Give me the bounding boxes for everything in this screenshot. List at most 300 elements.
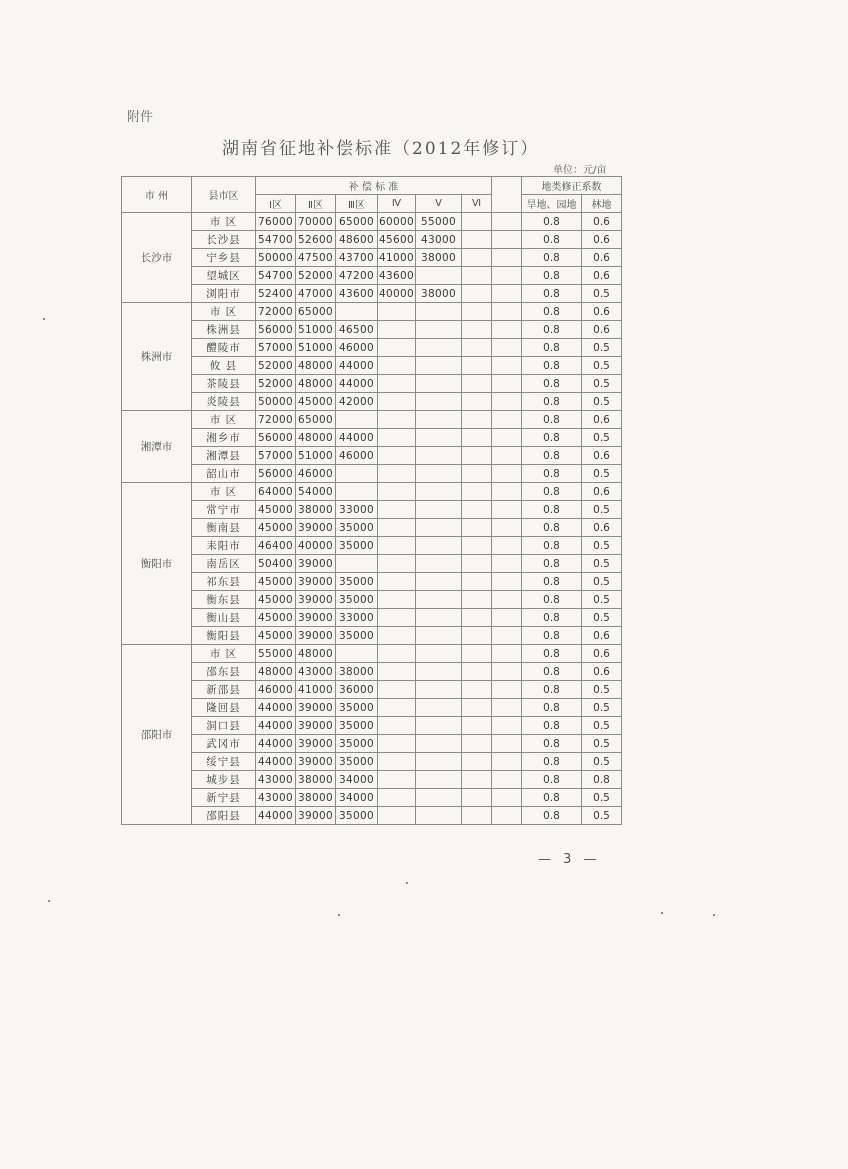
zone-5-value — [416, 303, 462, 321]
coef-forest-value: 0.5 — [582, 789, 622, 807]
zone-4-value — [378, 663, 416, 681]
zone-2-value: 39000 — [296, 573, 336, 591]
zone-3-value: 35000 — [336, 591, 378, 609]
city-name: 湘潭市 — [122, 411, 192, 483]
zone-6-value — [462, 267, 492, 285]
header-zone-1: Ⅰ区 — [256, 195, 296, 213]
zone-2-value: 51000 — [296, 339, 336, 357]
spacer-cell — [492, 609, 522, 627]
zone-2-value: 48000 — [296, 357, 336, 375]
coef-forest-value: 0.6 — [582, 267, 622, 285]
header-zone-3: Ⅲ区 — [336, 195, 378, 213]
zone-3-value: 44000 — [336, 375, 378, 393]
spacer-cell — [492, 771, 522, 789]
zone-1-value: 46000 — [256, 681, 296, 699]
table-row — [122, 789, 622, 807]
zone-2-value: 52000 — [296, 267, 336, 285]
spacer-cell — [492, 465, 522, 483]
county-name: 市 区 — [192, 483, 256, 501]
zone-5-value — [416, 357, 462, 375]
spacer-cell — [492, 447, 522, 465]
coef-dry-garden-value: 0.8 — [522, 267, 582, 285]
zone-4-value — [378, 519, 416, 537]
zone-6-value — [462, 645, 492, 663]
city-name: 衡阳市 — [122, 483, 192, 645]
zone-6-value — [462, 789, 492, 807]
zone-4-value — [378, 591, 416, 609]
zone-3-value: 34000 — [336, 789, 378, 807]
coef-forest-value: 0.8 — [582, 771, 622, 789]
zone-6-value — [462, 555, 492, 573]
zone-6-value — [462, 375, 492, 393]
zone-3-value: 43700 — [336, 249, 378, 267]
zone-6-value — [462, 285, 492, 303]
spacer-cell — [492, 807, 522, 825]
zone-4-value: 45600 — [378, 231, 416, 249]
zone-3-value: 34000 — [336, 771, 378, 789]
table-row — [122, 591, 622, 609]
header-zone-4: Ⅳ — [378, 195, 416, 213]
zone-3-value: 46500 — [336, 321, 378, 339]
zone-4-value — [378, 771, 416, 789]
coef-forest-value: 0.5 — [582, 285, 622, 303]
spacer-cell — [492, 249, 522, 267]
header-coefficient: 地类修正系数 — [522, 177, 622, 195]
spacer-cell — [492, 231, 522, 249]
header-coef-dry-garden: 旱地、园地 — [522, 195, 582, 213]
zone-2-value: 39000 — [296, 807, 336, 825]
scan-speck — [338, 914, 340, 916]
header-coef-forest: 林地 — [582, 195, 622, 213]
zone-2-value: 47500 — [296, 249, 336, 267]
coef-forest-value: 0.5 — [582, 537, 622, 555]
zone-3-value: 47200 — [336, 267, 378, 285]
zone-5-value — [416, 771, 462, 789]
zone-4-value: 40000 — [378, 285, 416, 303]
zone-6-value — [462, 447, 492, 465]
zone-6-value — [462, 609, 492, 627]
zone-5-value — [416, 555, 462, 573]
coef-dry-garden-value: 0.8 — [522, 537, 582, 555]
zone-3-value: 65000 — [336, 213, 378, 231]
table-body — [122, 213, 622, 825]
zone-3-value — [336, 303, 378, 321]
zone-4-value — [378, 483, 416, 501]
zone-3-value: 35000 — [336, 537, 378, 555]
county-name: 衡阳县 — [192, 627, 256, 645]
coef-forest-value: 0.5 — [582, 375, 622, 393]
coef-dry-garden-value: 0.8 — [522, 465, 582, 483]
spacer-cell — [492, 789, 522, 807]
spacer-cell — [492, 735, 522, 753]
zone-5-value — [416, 573, 462, 591]
zone-4-value — [378, 699, 416, 717]
zone-5-value — [416, 429, 462, 447]
zone-6-value — [462, 429, 492, 447]
coef-dry-garden-value: 0.8 — [522, 411, 582, 429]
county-name: 浏阳市 — [192, 285, 256, 303]
zone-6-value — [462, 717, 492, 735]
coef-forest-value: 0.5 — [582, 681, 622, 699]
spacer-cell — [492, 717, 522, 735]
zone-6-value — [462, 627, 492, 645]
zone-6-value — [462, 321, 492, 339]
zone-1-value: 45000 — [256, 609, 296, 627]
zone-1-value: 76000 — [256, 213, 296, 231]
table-row — [122, 681, 622, 699]
coef-dry-garden-value: 0.8 — [522, 447, 582, 465]
zone-2-value: 38000 — [296, 789, 336, 807]
zone-1-value: 45000 — [256, 519, 296, 537]
zone-4-value — [378, 375, 416, 393]
coef-dry-garden-value: 0.8 — [522, 231, 582, 249]
zone-5-value: 38000 — [416, 285, 462, 303]
zone-4-value — [378, 447, 416, 465]
zone-3-value: 46000 — [336, 447, 378, 465]
city-name: 邵阳市 — [122, 645, 192, 825]
zone-5-value — [416, 627, 462, 645]
table-row — [122, 213, 622, 231]
coef-forest-value: 0.6 — [582, 321, 622, 339]
table-row — [122, 231, 622, 249]
zone-1-value: 50400 — [256, 555, 296, 573]
coef-dry-garden-value: 0.8 — [522, 321, 582, 339]
zone-1-value: 56000 — [256, 429, 296, 447]
zone-1-value: 44000 — [256, 735, 296, 753]
spacer-cell — [492, 681, 522, 699]
table-row — [122, 249, 622, 267]
spacer-cell — [492, 537, 522, 555]
zone-4-value: 41000 — [378, 249, 416, 267]
zone-4-value — [378, 645, 416, 663]
zone-4-value — [378, 411, 416, 429]
spacer-cell — [492, 753, 522, 771]
coef-dry-garden-value: 0.8 — [522, 339, 582, 357]
table-row — [122, 501, 622, 519]
spacer-cell — [492, 501, 522, 519]
zone-5-value: 38000 — [416, 249, 462, 267]
coef-forest-value: 0.5 — [582, 609, 622, 627]
coef-dry-garden-value: 0.8 — [522, 249, 582, 267]
compensation-table — [121, 176, 622, 825]
zone-3-value: 35000 — [336, 735, 378, 753]
coef-dry-garden-value: 0.8 — [522, 285, 582, 303]
county-name: 城步县 — [192, 771, 256, 789]
county-name: 衡山县 — [192, 609, 256, 627]
zone-1-value: 50000 — [256, 393, 296, 411]
zone-5-value — [416, 267, 462, 285]
zone-3-value: 48600 — [336, 231, 378, 249]
zone-1-value: 72000 — [256, 303, 296, 321]
zone-6-value — [462, 393, 492, 411]
zone-2-value: 51000 — [296, 447, 336, 465]
zone-2-value: 39000 — [296, 609, 336, 627]
table-row — [122, 753, 622, 771]
zone-2-value: 54000 — [296, 483, 336, 501]
coef-forest-value: 0.5 — [582, 573, 622, 591]
header-row-1 — [122, 177, 622, 195]
coef-forest-value: 0.5 — [582, 429, 622, 447]
table-row — [122, 717, 622, 735]
coef-forest-value: 0.6 — [582, 627, 622, 645]
zone-1-value: 44000 — [256, 717, 296, 735]
zone-3-value: 35000 — [336, 519, 378, 537]
county-name: 韶山市 — [192, 465, 256, 483]
zone-1-value: 72000 — [256, 411, 296, 429]
table-row — [122, 429, 622, 447]
zone-3-value: 42000 — [336, 393, 378, 411]
table-row — [122, 663, 622, 681]
county-name: 醴陵市 — [192, 339, 256, 357]
zone-4-value — [378, 357, 416, 375]
county-name: 攸 县 — [192, 357, 256, 375]
table-row — [122, 627, 622, 645]
county-name: 市 区 — [192, 213, 256, 231]
county-name: 炎陵县 — [192, 393, 256, 411]
zone-4-value — [378, 429, 416, 447]
zone-1-value: 45000 — [256, 573, 296, 591]
coef-dry-garden-value: 0.8 — [522, 573, 582, 591]
zone-1-value: 52000 — [256, 357, 296, 375]
zone-5-value — [416, 753, 462, 771]
zone-4-value — [378, 321, 416, 339]
zone-2-value: 52600 — [296, 231, 336, 249]
county-name: 市 区 — [192, 411, 256, 429]
zone-2-value: 65000 — [296, 411, 336, 429]
zone-2-value: 47000 — [296, 285, 336, 303]
spacer-cell — [492, 663, 522, 681]
zone-2-value: 38000 — [296, 771, 336, 789]
county-name: 武冈市 — [192, 735, 256, 753]
zone-5-value — [416, 339, 462, 357]
zone-4-value — [378, 807, 416, 825]
coef-dry-garden-value: 0.8 — [522, 375, 582, 393]
county-name: 隆回县 — [192, 699, 256, 717]
zone-6-value — [462, 483, 492, 501]
zone-3-value — [336, 645, 378, 663]
scan-speck — [661, 912, 663, 914]
zone-2-value: 48000 — [296, 429, 336, 447]
county-name: 新宁县 — [192, 789, 256, 807]
table-row — [122, 645, 622, 663]
coef-dry-garden-value: 0.8 — [522, 735, 582, 753]
zone-4-value — [378, 573, 416, 591]
zone-5-value — [416, 393, 462, 411]
zone-5-value — [416, 609, 462, 627]
zone-1-value: 50000 — [256, 249, 296, 267]
header-zone-2: Ⅱ区 — [296, 195, 336, 213]
zone-2-value: 39000 — [296, 753, 336, 771]
table-row — [122, 699, 622, 717]
coef-dry-garden-value: 0.8 — [522, 699, 582, 717]
zone-1-value: 56000 — [256, 321, 296, 339]
zone-2-value: 43000 — [296, 663, 336, 681]
coef-dry-garden-value: 0.8 — [522, 681, 582, 699]
zone-5-value — [416, 681, 462, 699]
zone-3-value — [336, 483, 378, 501]
zone-6-value — [462, 411, 492, 429]
coef-forest-value: 0.5 — [582, 717, 622, 735]
coef-dry-garden-value: 0.8 — [522, 393, 582, 411]
coef-dry-garden-value: 0.8 — [522, 555, 582, 573]
zone-6-value — [462, 771, 492, 789]
spacer-cell — [492, 555, 522, 573]
table-row — [122, 285, 622, 303]
zone-2-value: 39000 — [296, 627, 336, 645]
zone-1-value: 45000 — [256, 627, 296, 645]
scan-speck — [713, 914, 715, 916]
spacer-cell — [492, 483, 522, 501]
zone-6-value — [462, 249, 492, 267]
table-row — [122, 537, 622, 555]
zone-3-value: 33000 — [336, 609, 378, 627]
zone-3-value — [336, 465, 378, 483]
spacer-cell — [492, 411, 522, 429]
zone-6-value — [462, 735, 492, 753]
coef-forest-value: 0.5 — [582, 357, 622, 375]
coef-forest-value: 0.6 — [582, 231, 622, 249]
coef-forest-value: 0.5 — [582, 807, 622, 825]
spacer-cell — [492, 303, 522, 321]
table-row — [122, 447, 622, 465]
table-row — [122, 555, 622, 573]
spacer-cell — [492, 393, 522, 411]
coef-dry-garden-value: 0.8 — [522, 303, 582, 321]
zone-4-value — [378, 393, 416, 411]
spacer-cell — [492, 285, 522, 303]
county-name: 绥宁县 — [192, 753, 256, 771]
zone-2-value: 70000 — [296, 213, 336, 231]
zone-5-value — [416, 807, 462, 825]
zone-4-value — [378, 627, 416, 645]
spacer-cell — [492, 627, 522, 645]
zone-1-value: 57000 — [256, 447, 296, 465]
coef-forest-value: 0.5 — [582, 501, 622, 519]
county-name: 新邵县 — [192, 681, 256, 699]
zone-6-value — [462, 303, 492, 321]
zone-2-value: 40000 — [296, 537, 336, 555]
spacer-cell — [492, 267, 522, 285]
table-row — [122, 357, 622, 375]
coef-dry-garden-value: 0.8 — [522, 483, 582, 501]
zone-2-value: 41000 — [296, 681, 336, 699]
county-name: 洞口县 — [192, 717, 256, 735]
zone-2-value: 39000 — [296, 735, 336, 753]
coef-dry-garden-value: 0.8 — [522, 519, 582, 537]
zone-5-value — [416, 465, 462, 483]
zone-2-value: 48000 — [296, 645, 336, 663]
county-name: 邵东县 — [192, 663, 256, 681]
table-row — [122, 735, 622, 753]
zone-6-value — [462, 591, 492, 609]
zone-5-value — [416, 663, 462, 681]
zone-4-value: 43600 — [378, 267, 416, 285]
zone-3-value: 46000 — [336, 339, 378, 357]
zone-2-value: 39000 — [296, 555, 336, 573]
table-row — [122, 375, 622, 393]
coef-forest-value: 0.5 — [582, 465, 622, 483]
zone-3-value: 35000 — [336, 699, 378, 717]
county-name: 宁乡县 — [192, 249, 256, 267]
unit-note: 单位：元/亩 — [553, 165, 607, 176]
zone-4-value — [378, 339, 416, 357]
zone-4-value — [378, 753, 416, 771]
coef-dry-garden-value: 0.8 — [522, 771, 582, 789]
coef-forest-value: 0.5 — [582, 591, 622, 609]
zone-4-value — [378, 537, 416, 555]
zone-6-value — [462, 807, 492, 825]
zone-1-value: 43000 — [256, 789, 296, 807]
zone-5-value — [416, 789, 462, 807]
scan-speck — [406, 882, 408, 884]
county-name: 茶陵县 — [192, 375, 256, 393]
coef-dry-garden-value: 0.8 — [522, 663, 582, 681]
zone-3-value: 44000 — [336, 357, 378, 375]
spacer-cell — [492, 573, 522, 591]
zone-6-value — [462, 501, 492, 519]
spacer-cell — [492, 357, 522, 375]
coef-dry-garden-value: 0.8 — [522, 645, 582, 663]
zone-1-value: 43000 — [256, 771, 296, 789]
zone-3-value: 35000 — [336, 717, 378, 735]
zone-5-value — [416, 501, 462, 519]
table-row — [122, 771, 622, 789]
zone-4-value — [378, 555, 416, 573]
zone-6-value — [462, 213, 492, 231]
coef-forest-value: 0.5 — [582, 339, 622, 357]
zone-6-value — [462, 339, 492, 357]
coef-forest-value: 0.6 — [582, 483, 622, 501]
county-name: 衡南县 — [192, 519, 256, 537]
zone-1-value: 57000 — [256, 339, 296, 357]
zone-5-value: 55000 — [416, 213, 462, 231]
county-name: 南岳区 — [192, 555, 256, 573]
scan-speck — [48, 900, 50, 902]
city-name: 株洲市 — [122, 303, 192, 411]
zone-2-value: 39000 — [296, 717, 336, 735]
county-name: 耒阳市 — [192, 537, 256, 555]
zone-5-value — [416, 735, 462, 753]
zone-2-value: 39000 — [296, 591, 336, 609]
zone-3-value: 38000 — [336, 663, 378, 681]
zone-1-value: 64000 — [256, 483, 296, 501]
zone-2-value: 39000 — [296, 519, 336, 537]
zone-4-value — [378, 681, 416, 699]
coef-dry-garden-value: 0.8 — [522, 807, 582, 825]
zone-6-value — [462, 537, 492, 555]
zone-1-value: 48000 — [256, 663, 296, 681]
table-row — [122, 393, 622, 411]
zone-1-value: 44000 — [256, 753, 296, 771]
table-row — [122, 807, 622, 825]
county-name: 长沙县 — [192, 231, 256, 249]
coef-forest-value: 0.6 — [582, 411, 622, 429]
zone-4-value — [378, 501, 416, 519]
zone-5-value — [416, 519, 462, 537]
zone-3-value: 35000 — [336, 573, 378, 591]
table-row — [122, 303, 622, 321]
county-name: 湘乡市 — [192, 429, 256, 447]
coef-dry-garden-value: 0.8 — [522, 357, 582, 375]
spacer-cell — [492, 699, 522, 717]
coef-dry-garden-value: 0.8 — [522, 627, 582, 645]
header-standard: 补 偿 标 准 — [256, 177, 492, 195]
county-name: 邵阳县 — [192, 807, 256, 825]
zone-3-value — [336, 411, 378, 429]
zone-3-value: 35000 — [336, 627, 378, 645]
county-name: 衡东县 — [192, 591, 256, 609]
zone-5-value — [416, 717, 462, 735]
